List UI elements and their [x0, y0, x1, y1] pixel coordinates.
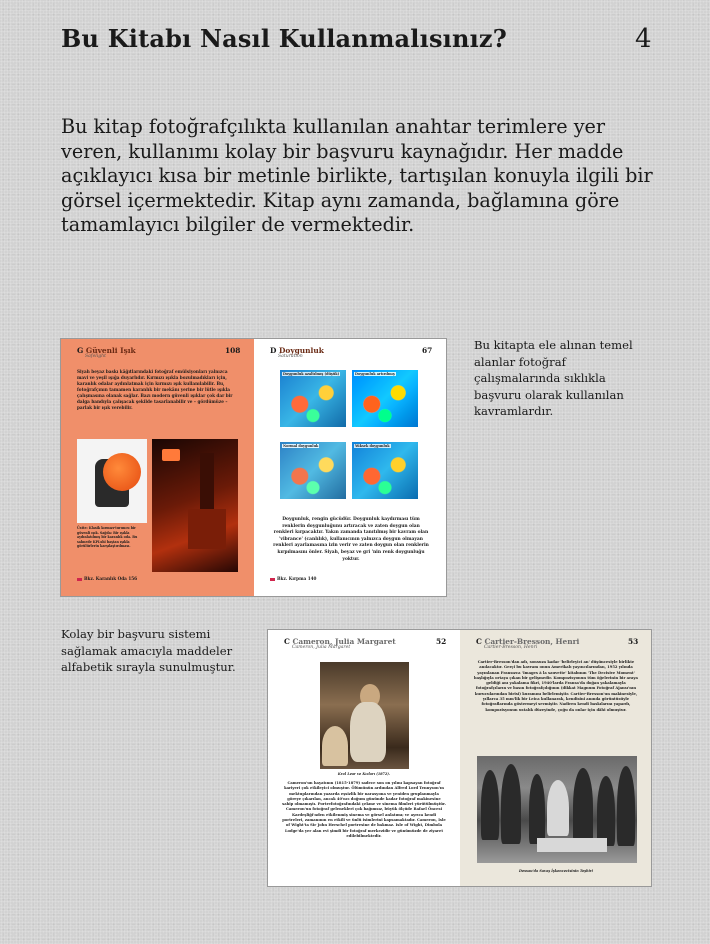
entry-heading: Doygunluk	[279, 346, 324, 355]
saturation-thumbnail: Doygunluk artırılmış	[352, 370, 418, 427]
safelight-lamp-photo	[77, 439, 147, 523]
entry-page-number: 53	[628, 637, 639, 646]
photo-caption: Kral Lear ve Kızları (1872).	[337, 772, 391, 776]
darkroom-photo	[152, 439, 238, 572]
entry-footer: Bkz. Kırpma 140	[270, 576, 316, 581]
arrow-icon	[77, 578, 82, 581]
entry-heading: Güvenli Işık	[85, 346, 136, 355]
entry-heading: Cartier-Bresson, Henri	[484, 637, 580, 646]
entry-page-number: 52	[436, 637, 447, 646]
saturation-thumbnail: Doygunluk azaltılmış (düşük)	[280, 370, 346, 427]
entry-heading: Cameron, Julia Margaret	[292, 637, 396, 646]
page-title: Bu Kitabı Nasıl Kullanmalısınız?	[61, 24, 508, 53]
saturation-thumbnail: Yüksek doygunluk	[352, 442, 418, 499]
entry-body: Siyah beyaz baskı kâğıtlarındaki fotoğraf emülsiyonları yalnızca mavi ve yeşil ışığa duyarlıdır. Kırmızı ışıkla bozulmadıkları için, karanlık odalar aydınlatmak için kırmızı ışık kullanılabilir. Bu, fotoğrafçının tamamen karanlık bir mekânı yerine bir lütle ışıkla çalışmasına olanak sağlar. Bazı modern güvenli ışıklar çok dar bir dalga bandıyla çalışacak şekilde tasarlanabilir ve – gördümüze – parlak bir ışık verebilir.	[77, 369, 233, 410]
entry-letter: C	[476, 637, 482, 646]
entry-subheading: Safelight	[85, 354, 106, 359]
entry-footer: Bkz. Karanlık Oda 156	[77, 576, 137, 581]
entry-page-number: 108	[225, 346, 241, 355]
saturation-thumbnail-grid	[280, 370, 418, 486]
photo-caption: Üstte: Klasik kırmızı-turuncu bir güvenli ışık. Sağda: Bir ışıkla aydınlatılmış bir karanlık oda. Bu sahnede KPLxhi baştan ışıkla görülürlerin karşılaştırılması.	[77, 526, 138, 549]
caption-right: Bu kitapta ele alınan temel alanlar fotoğraf çalışmalarında sıklıkla başvuru olarak kullanılan kavramlardır.	[474, 338, 633, 418]
entry-body: Doygunluk, rengin gücüdür. Doygunluk kaydırması tüm renklerin doygunluğunu artıracak ve zaten doygun olan renkleri kırpacaktır. Yakın zamanda tanıtılmış bir kavram olan 'vibrance' (canlılık), kullanıcının yalnızca doygun olmayan renkleri ayarlamasına izin verir ve zaten doygun olan renklerin kırpılmasını önler. Siyah, beyaz ve gri 'nin renk doygunluğu yoktur.	[273, 517, 429, 562]
spread-page-cameron	[268, 630, 460, 886]
entry-page-number: 67	[422, 346, 433, 355]
book-spread-sample-1	[60, 338, 447, 597]
caption-left: Kolay bir başvuru sistemi sağlamak amacıyla maddeler alfabetik sırayla sunulmuştur.	[61, 627, 236, 674]
entry-letter: C	[284, 637, 290, 646]
entry-subheading: Saturation	[278, 354, 303, 359]
arrow-icon	[270, 578, 275, 581]
entry-letter: D	[270, 346, 277, 355]
photo-caption: Dessau'da Savaş İşkencecisinin Teşhiri	[519, 869, 593, 873]
entry-letter: G	[77, 346, 84, 355]
cameron-portrait-photo	[320, 662, 409, 769]
entry-body: Cameron'un hayatının (1815-1879) sadece son on yılını kapsayan fotoğraf kariyeri çok etkileyici olmuştur. Ölümünün ardından Alfred Lord Tennyson'ın mektuplarından yazarda eşsizlik bir narasyona ve yeniden gruplanmayla göreye çıkarılan, ancak 40'ncı doğum gününde kadar fotoğraf makinesine sahip olmamıştı. Portrefotoğrafındaki çekme ve sinema filmleri yürütülmüştür. Cameron'un fotoğraf gelenekleri çok bağımsız, büyük ölçüde Rafael Öncesi Kardeşliği'nden etkilenmiş sinema ve görsel anlatımı; ve ayrıca kendi portreleri, zamanının en etkili ve ünlü isimlerini kapsamaktadır. Cameron, Isle of Wight'ta Sir John Herschel portresine de bakmaz. Isle of Wight, Dimbola Lodge'da yer alan evi şimdi bir fotoğraf merkezidir ve günümüzde de ziyaret edilebilmektedir.	[282, 781, 446, 838]
spread-page-cartier-bresson	[460, 630, 651, 886]
entry-body: Cartier-Bresson'dan adı, sonsuza kadar 'belirleyici an' düşüncesiyle birlikte anılacaktır. Gerçi bu kavram onun Amerikalı yayıncılarından, 1952 yılında yayınlanan Fransızca 'Images à la sauvette' kitabının 'The Decisive Moment' başlığıyla ortaya çıkan bir gelişmedir. Kompozisyonun tüm öğelerinin bir araya geldiği anı yakalama fikri, 1940'larda Fransa'da doğan yakalamayla fotoğrafçıların ve basın fotoğrafçılığının (dikkat Magnum Fotoğraf Ajansı'nın kurucularından birisi) kuramını belirlemiştir. Cartier-Bresson'un makinesiyle, yıllarca 35 mm'lik bir Leica kullanarak, kendisini anında görüntüsüyle fotoğraflarında göstermeyi sevmiştir. Nadiren kendi baskılarını yapardı, kompozisyonun ustalık düzeyinde, çoğu da onlar için dâhi olmuştur.	[474, 660, 638, 712]
crowd-photo	[477, 756, 637, 863]
entry-subheading: Cameron, Julia Margaret	[292, 645, 351, 650]
intro-paragraph: Bu kitap fotoğrafçılıkta kullanılan anahtar terimlere yer veren, kullanımı kolay bir başvuru kaynağıdır. Her madde açıklayıcı kısa bir metinle birlikte, tartışılan konuyla ilgili bir görsel içermektedir. Kitap aynı zamanda, bağlamına göre tamamlayıcı bilgiler de vermektedir.	[61, 115, 653, 236]
page-number: 4	[635, 24, 652, 54]
entry-subheading: Cartier-Bresson, Henri	[484, 645, 538, 650]
saturation-thumbnail: Normal doygunluk	[280, 442, 346, 499]
spread-page-safelight	[61, 339, 254, 596]
book-spread-sample-2	[267, 629, 652, 887]
spread-page-saturation	[254, 339, 446, 596]
